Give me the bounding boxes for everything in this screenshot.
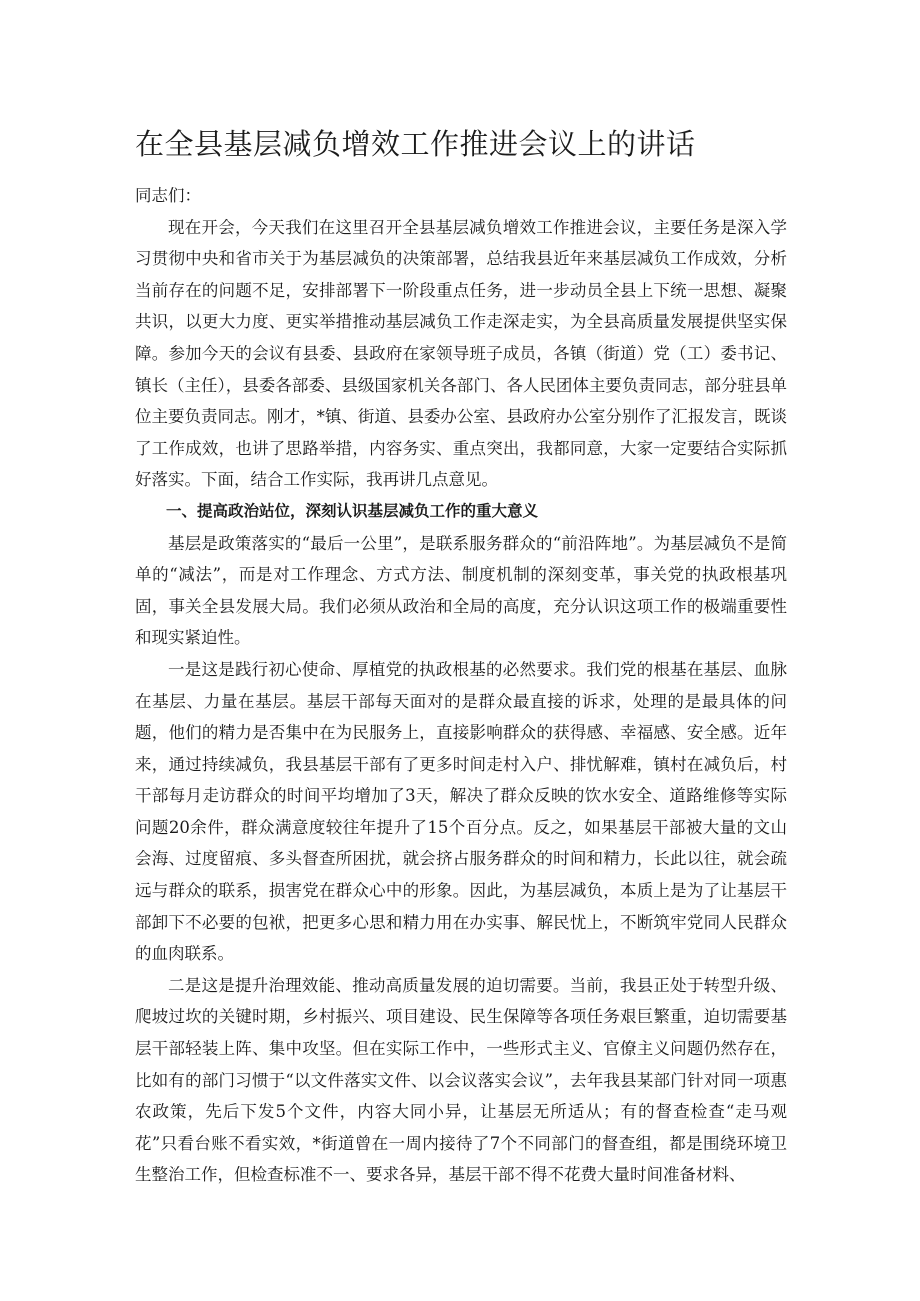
document-title: 在全县基层减负增效工作推进会议上的讲话 — [135, 127, 696, 161]
salutation: 同志们： — [135, 186, 201, 205]
paragraph-point-two: 二是这是提升治理效能、推动高质量发展的迫切需要。当前，我县正处于转型升级、爬坡过坎的关键时期，乡村振兴、项目建设、民生保障等各项任务艰巨繁重，迫切需要基层干部轻装上阵、集中攻坚。但在实际工作中，一些形式主义、官僚主义问题仍然存在，比如有的部门习惯于“以文件落实文件、以会议落实会议”，去年我县某部门针对同一项惠农政策，先后下发5个文件，内容大同小异，让基层无所适从；有的督查检查“走马观花”只看台账不看实效，*街道曾在一周内接待了7个不同部门的督查组，都是围绕环境卫生整治工作，但检查标准不一、要求各异，基层干部不得不花费大量时间准备材料、 — [135, 975, 787, 1185]
paragraph-grassroots: 基层是政策落实的“最后一公里”，是联系服务群众的“前沿阵地”。为基层减负不是简单的“减法”，而是对工作理念、方式方法、制度机制的深刻变革，事关党的执政根基巩固，事关全县发展大局。我们必须从政治和全局的高度，充分认识这项工作的极端重要性和现实紧迫性。 — [135, 533, 787, 648]
paragraph-point-one: 一是这是践行初心使命、厚植党的执政根基的必然要求。我们党的根基在基层、血脉在基层、力量在基层。基层干部每天面对的是群众最直接的诉求，处理的是最具体的问题，他们的精力是否集中在为民服务上，直接影响群众的获得感、幸福感、安全感。近年来，通过持续减负，我县基层干部有了更多时间走村入户、排忧解难，镇村在减负后，村干部每月走访群众的时间平均增加了3天，解决了群众反映的饮水安全、道路维修等实际问题20余件，群众满意度较往年提升了15个百分点。反之，如果基层干部被大量的文山会海、过度留痕、多头督查所困扰，就会挤占服务群众的时间和精力，长此以往，就会疏远与群众的联系，损害党在群众心中的形象。因此，为基层减负，本质上是为了让基层干部卸下不必要的包袱，把更多心思和精力用在办实事、解民忧上，不断筑牢党同人民群众的血肉联系。 — [135, 659, 787, 964]
document-body — [135, 180, 787, 1191]
section-heading: 一、提高政治站位，深刻认识基层减负工作的重大意义 — [166, 501, 539, 520]
paragraph-opening: 现在开会，今天我们在这里召开全县基层减负增效工作推进会议，主要任务是深入学习贯彻中央和省市关于为基层减负的决策部署，总结我县近年来基层减负工作成效，分析当前存在的问题不足，安排部署下一阶段重点任务，进一步动员全县上下统一思想、凝聚共识，以更大力度、更实举措推动基层减负工作走深走实，为全县高质量发展提供坚实保障。参加今天的会议有县委、县政府在家领导班子成员，各镇（街道）党（工）委书记、镇长（主任），县委各部委、县级国家机关各部门、各人民团体主要负责同志，部分驻县单位主要负责同志。刚才，*镇、街道、县委办公室、县政府办公室分别作了汇报发言，既谈了工作成效，也讲了思路举措，内容务实、重点突出，我都同意，大家一定要结合实际抓好落实。下面，结合工作实际，我再讲几点意见。 — [135, 217, 787, 490]
